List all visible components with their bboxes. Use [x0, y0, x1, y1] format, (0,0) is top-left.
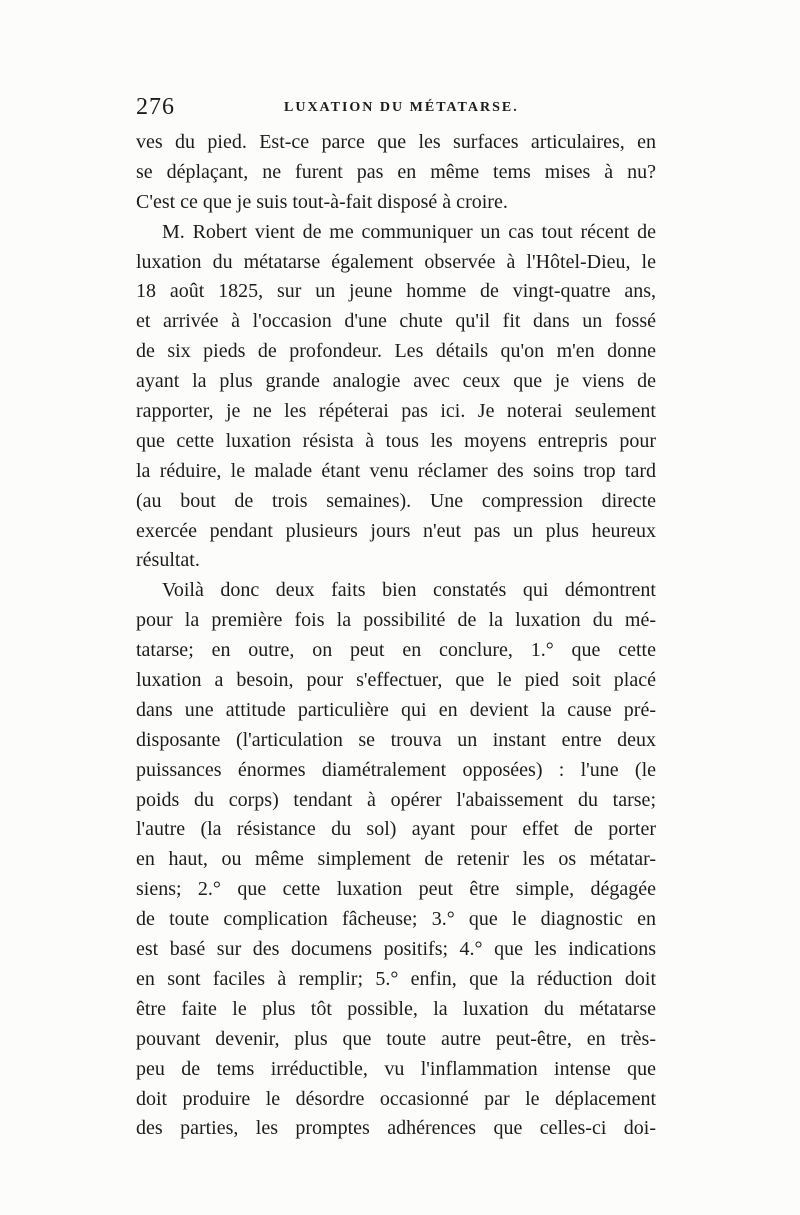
page-number: 276: [136, 94, 175, 120]
running-title: LUXATION DU MÉTATARSE.: [284, 100, 519, 115]
running-head: [136, 92, 684, 122]
text-line: Voilà donc deux faits bien constatés qui démontrent: [162, 579, 656, 602]
text-line: C'est ce que je suis tout-à-fait disposé à croire.: [136, 190, 508, 213]
text-line: tatarse; en outre, on peut en conclure, 1.° que cette: [136, 639, 656, 662]
text-line: est basé sur des documens positifs; 4.° que les indications: [136, 938, 656, 961]
text-line: disposante (l'articulation se trouva un instant entre deux: [136, 728, 656, 751]
text-line: M. Robert vient de me communiquer un cas tout récent de: [162, 220, 656, 243]
text-line: la réduire, le malade étant venu réclamer des soins trop tard: [136, 459, 656, 482]
text-line: l'autre (la résistance du sol) ayant pour effet de porter: [136, 818, 656, 841]
text-line: de six pieds de profondeur. Les détails qu'on m'en donne: [136, 340, 656, 363]
text-line: siens; 2.° que cette luxation peut être simple, dégagée: [136, 878, 656, 901]
text-line: des parties, les promptes adhérences que celles-ci doi-: [136, 1117, 656, 1140]
text-line: (au bout de trois semaines). Une compression directe: [136, 489, 656, 512]
text-line: dans une attitude particulière qui en devient la cause pré-: [136, 698, 656, 721]
text-line: pour la première fois la possibilité de la luxation du mé-: [136, 609, 656, 632]
text-line: résultat.: [136, 549, 200, 572]
text-line: de toute complication fâcheuse; 3.° que le diagnostic en: [136, 908, 656, 931]
body-text: [136, 128, 656, 1144]
text-line: exercée pendant plusieurs jours n'eut pas un plus heureux: [136, 519, 656, 542]
text-line: peu de tems irréductible, vu l'inflammation intense que: [136, 1057, 656, 1080]
text-line: rapporter, je ne les répéterai pas ici. Je noterai seulement: [136, 400, 656, 423]
text-line: être faite le plus tôt possible, la luxation du métatarse: [136, 997, 656, 1020]
text-line: ves du pied. Est-ce parce que les surfaces articulaires, en: [136, 131, 656, 153]
text-line: poids du corps) tendant à opérer l'abaissement du tarse;: [136, 788, 656, 811]
text-line: 18 août 1825, sur un jeune homme de vingt-quatre ans,: [136, 280, 656, 303]
text-line: en sont faciles à remplir; 5.° enfin, que la réduction doit: [136, 967, 656, 990]
text-line: que cette luxation résista à tous les moyens entrepris pour: [136, 429, 656, 452]
text-line: puissances énormes diamétralement opposées) : l'une (le: [136, 758, 656, 781]
text-line: se déplaçant, ne furent pas en même tems mises à nu?: [136, 160, 656, 183]
text-line: luxation a besoin, pour s'effectuer, que le pied soit placé: [136, 669, 656, 692]
text-line: luxation du métatarse également observée à l'Hôtel-Dieu, le: [136, 250, 656, 273]
text-line: pouvant devenir, plus que toute autre peut-être, en très-: [136, 1027, 656, 1050]
text-line: ayant la plus grande analogie avec ceux que je viens de: [136, 370, 656, 393]
text-line: et arrivée à l'occasion d'une chute qu'il fit dans un fossé: [136, 310, 656, 333]
text-line: doit produire le désordre occasionné par le déplacement: [136, 1087, 656, 1110]
text-line: en haut, ou même simplement de retenir les os métatar-: [136, 848, 656, 871]
